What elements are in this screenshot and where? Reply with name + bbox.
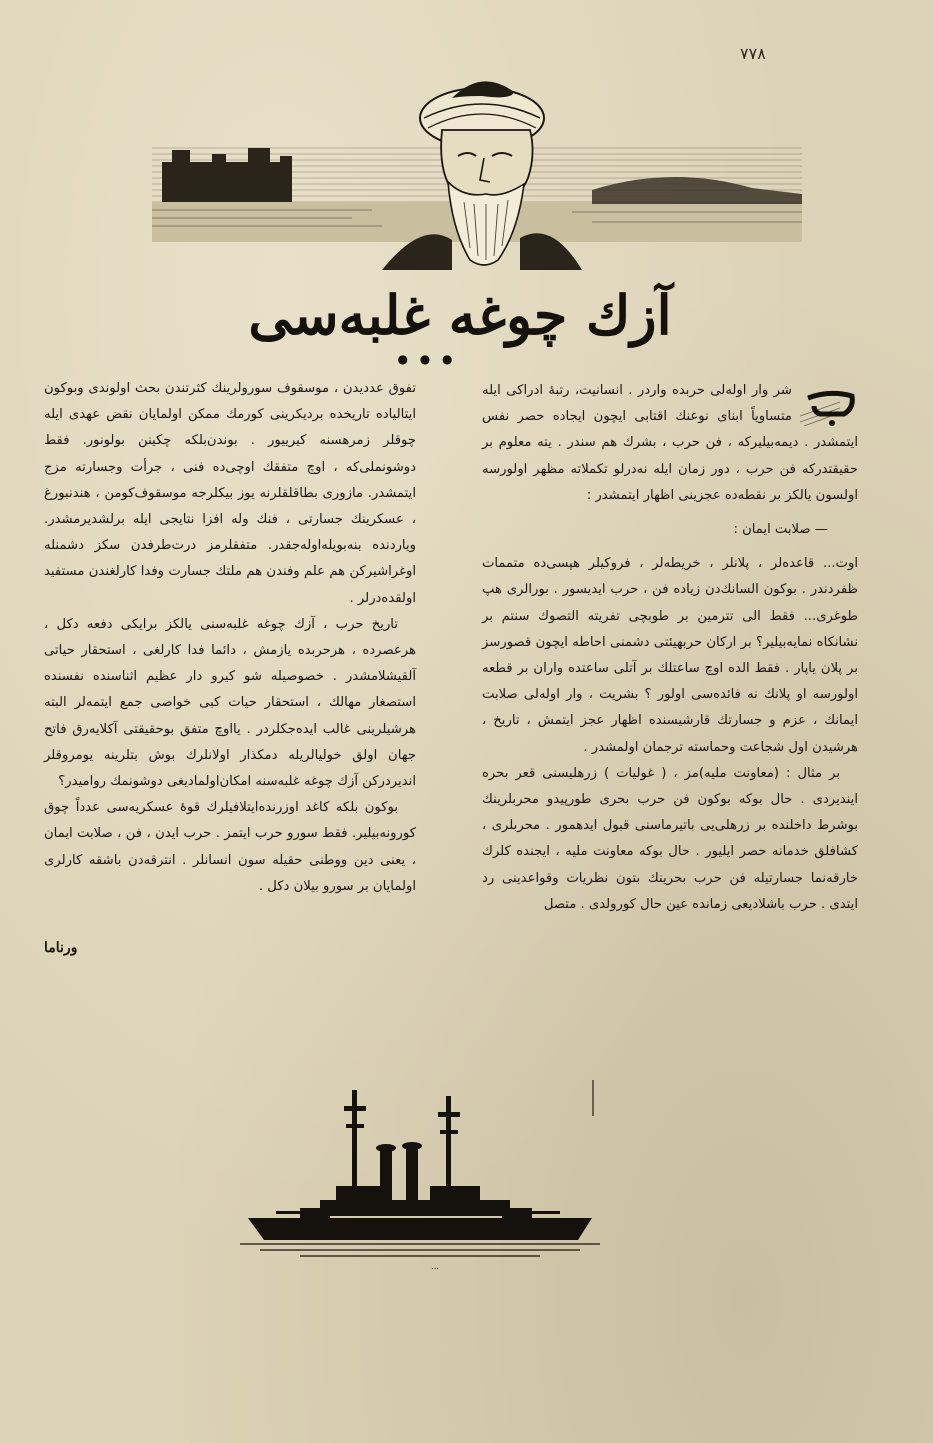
dropcap-ornament xyxy=(800,382,858,428)
battleship-illustration xyxy=(240,1090,600,1260)
right-paragraph-1: شر وار اوله‌لی حربده واردر . انسانیت، رتبهٔ ادراکی ایله متساویاً ابنای نوعنك اقتابی ایچون ایجاده حصر نفس ایتمشدر . دیمه‌بیلیرکه ، فن حرب ، بشرك هم سندر . یته معلوم بر حقیقتدرکه فن حرب ، دور زمان ایله نه‌درلو تکملاته مظهر اولورسه اولسون یالکز بر نقطه‌ده عجزینی اظهار ایتمشدر : xyxy=(482,383,858,503)
left-paragraph-1: تفوق عددیدن ، موسقوف سورولرینك کثرتندن بحث اولوندی وبوکون ایتالیاده تاریخده بردیکرینی کورمك ممکن اولمایان نقض عهدی ایله چوقلر زمرهسنه کیرییور . بوندن‌بلکه چکینن بولونور. فقط دوشونملی‌که ، اوچ متفقك اوچی‌ده فنی ، جرأت وجسارته مزج ایتمشدر. مازوری بطاقلقلرنه یوز بیکلرجه موسقوف‌کومن ، هندنبورغ ، عسکرینك جسارتی ، فنك وله افزا نتایجی ایله برلشدیرمشدر. ویاردنده بنه‌بویله‌اوله‌جقدر. متفقلرمز درت‌طرفدن سکز دشمنله اوغراشیرکن هم علم وفندن هم ملتك جسارت وفدا کارلغندن مستفید اولقده‌درلر . xyxy=(44,381,416,606)
left-column xyxy=(44,376,416,900)
title-ornament: ● ● ● xyxy=(397,352,457,366)
page-number: ٧٧٨ xyxy=(740,44,766,63)
article-title: آزك چوغه غلبه‌سی xyxy=(248,283,672,347)
right-paragraph-3: بر مثال : (معاونت ملیه)مز ، ( غولیات ) زرهلیسنی قعر بحره ایندیردی . حال بوکه بوکون فن حرب بحری طورپیدو محربلرینك بوشرط داخلنده بر زرهلی‌یی باتیرماسنی قبول ایدهمور . محربلری ، کشافلق خدمانه حصر ایلیور . حال بوکه معاونت ملیه ، ایجنده کلرك خارقه‌نما جسارتیله فن حرب بحرینك بتون نظریات وقواعدینی رد ایتدی . حرب باشلادیغی زمانده عین حال کورولدی . متصل xyxy=(482,765,858,912)
left-paragraph-3: بوکون بلکه کاغد اوزرنده‌ایتلافیلرك قوهٔ عسکریه‌سی عدداً چوق کورونه‌بیلیر. فقط سورو حرب ایتمز . حرب ایدن ، فن ، صلابت ایمان ، یعنی دین ووطنی حقیله سون انسانلر . انترقه‌دن باشقه کارلری اولمایان بر سورو بیلان دکل . xyxy=(44,800,416,894)
right-column xyxy=(482,378,858,918)
right-paragraph-2: اوت... قاعده‌لر ، پلانلر ، خریطه‌لر ، فروکیلر هپسی‌ده متممات ظفردندر . بوکون السانك‌دن زیاده فن ، حرب ایدیسور . بورالری هپ طوغری... فقط الی تترمین بر طوبچی تفریته التصوك سنتم بر نشانکاه نمایه‌بیلیر؟ بر ارکان حربهیئتی دشمنی احاطه ایچون قصورسز بر پلان یاپار . فقط الده اوچ ساعتلك بر آتلی ساعتده واران بر قطعه اولورسه او پلانك نه فائده‌سی اولور ؟ بشریت ، وار اوله‌لی صلابت ایمانك ، عزم و جسارتك قارشیسنده اظهار عجز ایتمش ، تاریخ ، هرشیدن اول شجاعت وحماسته ترجمان اولمشدر . xyxy=(482,556,858,755)
left-paragraph-2: تاریخ حرب ، آزك چوغه غلبه‌سنی یالکز برایکی دفعه دکل ، هرعصرده ، هرحربده یازمش ، دائما فدا کارلغی ، استحقار حیاتی آلقیشلامشدر . خصوصیله شو کیرو دار عظیم اثناسنده نفسنده استصغار مهالك ، استحقار حیات کبی خواصی جمع ایتمه‌لر البته هرشیلرینی غالب ایده‌جکلردر . یااوچ متفق بوحقیقتی آکلایه‌رق فاتح جهان اولق خولیالریله دمکذار اولانلرك بوش بتلرینه یومروقلر اندیردرکن آزك چوغه غلبه‌سنه امکان‌اولمادیغی دوشونمك روامیدر؟ xyxy=(44,616,416,790)
author-signature: ورنا‌ما xyxy=(44,940,78,956)
subheading-faith: — صلابت ایمان : xyxy=(733,522,828,538)
header-portrait-illustration xyxy=(152,70,802,270)
footer-dots: … xyxy=(431,1262,439,1271)
